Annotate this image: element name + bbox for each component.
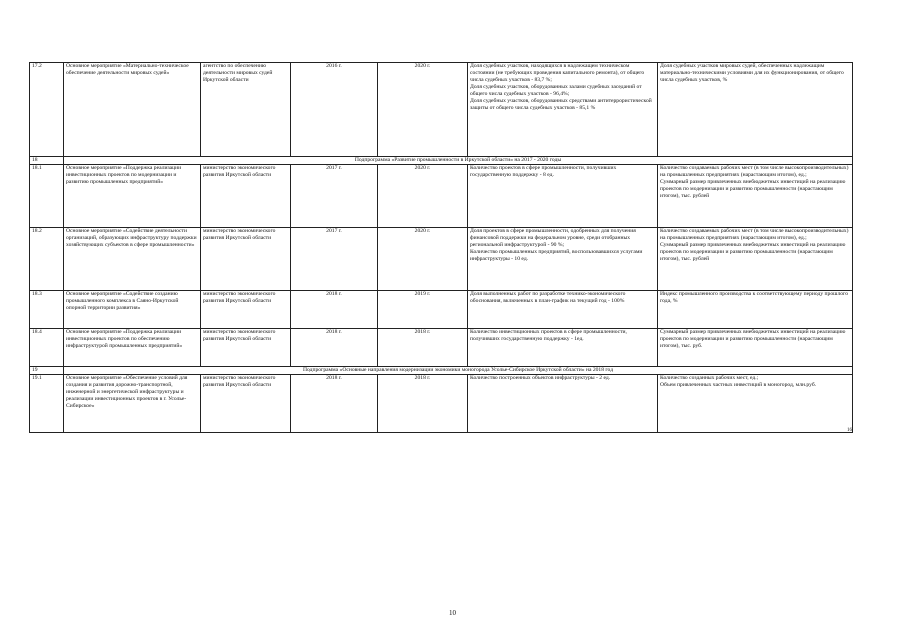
start-year: 2017 г. [291, 228, 378, 291]
target-indicators: Индекс промышленного производства к соответствующему периоду прошлого года, % [658, 291, 853, 329]
start-year: 2017 г. [291, 165, 378, 228]
expected-results: Доля проектов в сфере промышленности, одобренных для получения финансовой поддержки на федеральном уровне, среди отобранных региональной инфраструктурой - 90 %; Количество промышленных предприятий, воспользовавшихся услугами инфраструктуры - 10 ед. [468, 228, 658, 291]
target-indicators: Количество создаваемых рабочих мест (в том числе высокопроизводительных) на промышленных предприятиях (нарастающим итогом), ед.; Суммарный размер привлеченных внебюджетных инвестиций на реализацию проектов по модернизации и развитию промышленности (нарастающим итогом), тыс. рублей [658, 228, 853, 291]
row-number: 17.2 [30, 63, 64, 157]
end-year: 2020 г. [378, 63, 468, 157]
event-name: Основное мероприятие «Содействие созданию промышленного комплекса в Саяно-Иркутской опорной территории развития» [64, 291, 201, 329]
expected-results: Количество построенных объектов инфраструктуры - 2 ед. [468, 375, 658, 433]
subprogram-row [30, 157, 853, 165]
end-year: 2020 г. [378, 228, 468, 291]
row-number: 18.4 [30, 329, 64, 367]
executor: министерство экономического развития Иркутской области [201, 165, 291, 228]
page-number: 10 [449, 609, 456, 617]
event-name: Основное мероприятие «Поддержка реализации инвестиционных проектов по модернизации и развитию промышленных предприятий» [64, 165, 201, 228]
start-year: 2016 г. [291, 63, 378, 157]
subprogram-row [30, 367, 853, 375]
table-row [30, 329, 853, 367]
expected-results: Количество проектов в сфере промышленности, получивших государственную поддержку - 8 ед. [468, 165, 658, 228]
end-year: 2020 г. [378, 165, 468, 228]
executor: министерство экономического развития Иркутской области [201, 375, 291, 433]
event-name: Основное мероприятие «Поддержка реализации инвестиционных проектов по обеспечению инфраструктурой промышленных предприятий» [64, 329, 201, 367]
expected-results: Доля выполненных работ по разработке технико-экономического обоснования, включенных в план-график на текущий год - 100% [468, 291, 658, 329]
executor: министерство экономического развития Иркутской области [201, 329, 291, 367]
event-name: Основное мероприятие «Содействие деятельности организаций, образующих инфраструктуру поддержки хозяйствующих субъектов в сфере промышленности» [64, 228, 201, 291]
end-year: 2018 г. [378, 329, 468, 367]
subprogram-title: Подпрограмма «Основные направления модернизации экономики моногорода Усолье-Сибирское Иркутской области» на 2018 год [64, 367, 853, 375]
event-name: Основное мероприятие «Обеспечение условий для создания и развития дорожно-транспортной, инженерной и энергетической инфраструктуры и реализации инвестиционных проектов в г. Усолье-Сибирское» [64, 375, 201, 433]
start-year: 2018 г. [291, 291, 378, 329]
subprogram-title: Подпрограмма «Развитие промышленности в Иркутской области» на 2017 - 2020 годы [64, 157, 853, 165]
executor: министерство экономического развития Иркутской области [201, 291, 291, 329]
table-row [30, 165, 853, 228]
row-number: 19 [30, 367, 64, 375]
table-row [30, 291, 853, 329]
end-year: 2019 г. [378, 291, 468, 329]
row-number: 18.2 [30, 228, 64, 291]
executor: министерство экономического развития Иркутской области [201, 228, 291, 291]
row-number: 19.1 [30, 375, 64, 433]
row-number: 18.1 [30, 165, 64, 228]
program-table [29, 62, 853, 433]
target-indicators: Количество создаваемых рабочих мест (в том числе высокопроизводительных) на промышленных предприятиях (нарастающим итогом), ед.; Суммарный размер привлеченных внебюджетных инвестиций на реализацию проектов по модернизации и развитию промышленности (нарастающим итогом), тыс. рублей [658, 165, 853, 228]
end-year: 2018 г. [378, 375, 468, 433]
target-indicators: Количество созданных рабочих мест, ед.; Объем привлеченных частных инвестиций в моногород, млн.руб. [658, 375, 853, 433]
start-year: 2018 г. [291, 375, 378, 433]
executor: агентство по обеспечению деятельности мировых судей Иркутской области [201, 63, 291, 157]
side-mark: 16, [847, 428, 854, 433]
expected-results: Количество инвестиционных проектов в сфере промышленности, получивших государственную поддержку - 1ед. [468, 329, 658, 367]
target-indicators: Суммарный размер привлеченных внебюджетных инвестиций на реализацию проектов по модернизации и развитию промышленности (нарастающим итогом), тыс. руб. [658, 329, 853, 367]
table-row [30, 375, 853, 433]
row-number: 18 [30, 157, 64, 165]
event-name: Основное мероприятие «Материально-техническое обеспечение деятельности мировых судей» [64, 63, 201, 157]
row-number: 18.3 [30, 291, 64, 329]
expected-results: Доля судебных участков, находящихся в надлежащем техническом состоянии (не требующих проведения капитального ремонта), от общего числа судебных участков - 83,7 %; Доля судебных участков, оборудованных залами судебных заседаний от общего числа судебных участков - 96,4%; Доля судебных участков, оборудованных средствами антитеррористической защиты от общего числа судебных участков - 85,1 % [468, 63, 658, 157]
table-row [30, 228, 853, 291]
table-row [30, 63, 853, 157]
target-indicators: Доля судебных участков мировых судей, обеспеченных надлежащим материально-техническими условиями для их функционирования, от общего числа судебных участков, % [658, 63, 853, 157]
start-year: 2018 г. [291, 329, 378, 367]
